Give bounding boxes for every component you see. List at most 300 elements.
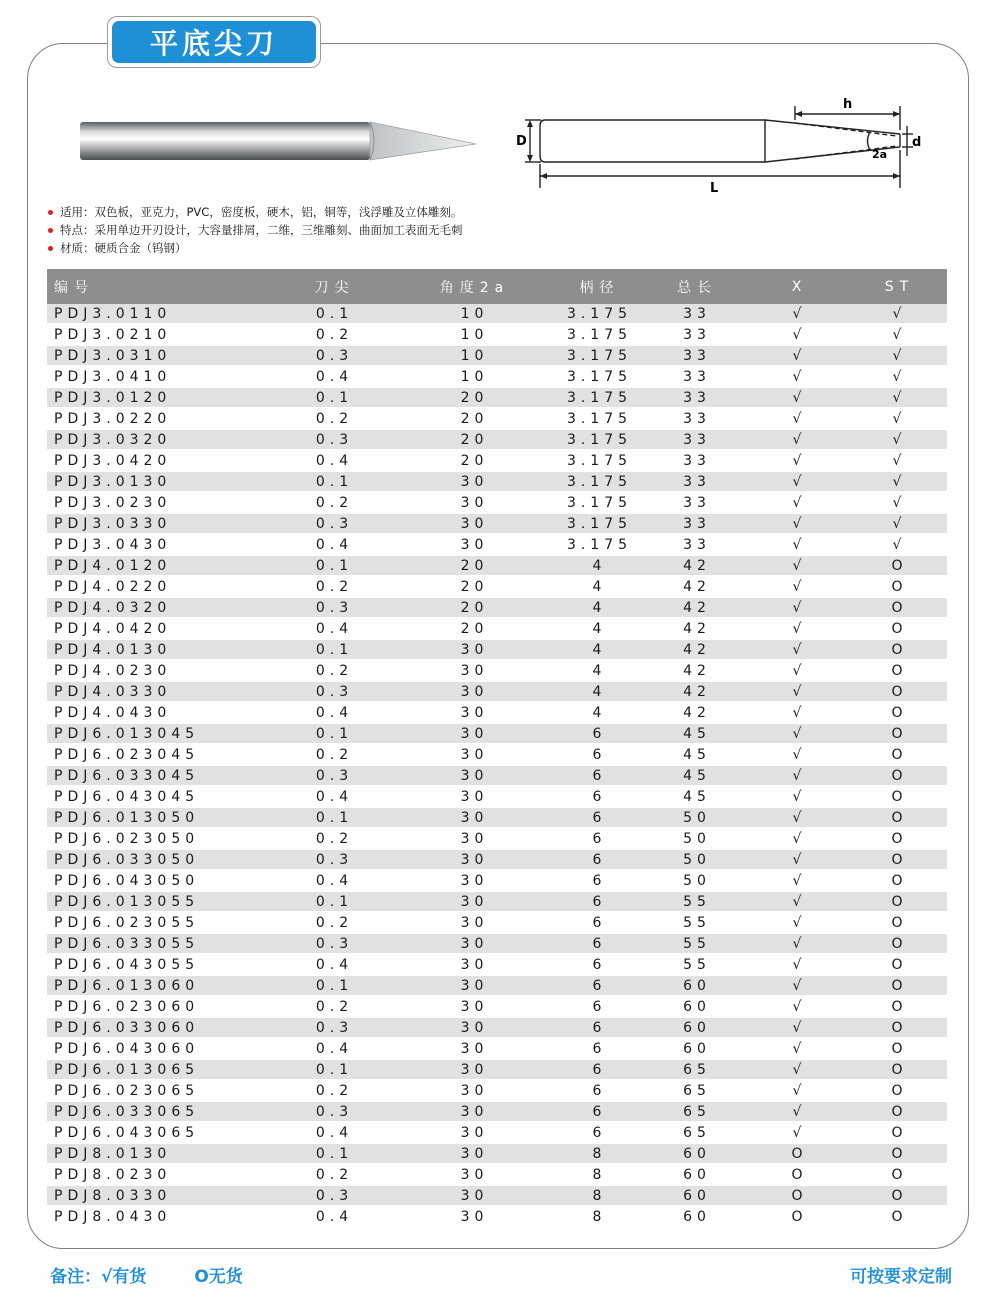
table-row [47,1101,947,1122]
cell-st: O [852,912,947,933]
label-angle: 2a [872,148,888,161]
cell-x: √ [747,618,852,639]
cell-st: O [852,1038,947,1059]
cell-x: √ [747,471,852,492]
cell-tip: 0.4 [272,1122,397,1143]
table-row [47,996,947,1017]
cell-length: 42 [647,576,747,597]
cell-x: √ [747,660,852,681]
cell-length: 60 [647,1164,747,1185]
cell-angle: 20 [397,597,552,618]
cell-tip: 0.3 [272,1101,397,1122]
table-row [47,429,947,450]
cell-shank: 3.175 [552,304,647,324]
cell-st: O [852,618,947,639]
cell-st: O [852,1017,947,1038]
cell-st: O [852,954,947,975]
cell-angle: 30 [397,702,552,723]
cell-tip: 0.3 [272,597,397,618]
cell-x: √ [747,765,852,786]
cell-length: 50 [647,849,747,870]
cell-shank: 3.175 [552,408,647,429]
cell-shank: 6 [552,1038,647,1059]
custom-note: 可按要求定制 [850,1267,952,1287]
table-row [47,345,947,366]
page-title: 平底尖刀 [112,21,316,63]
cell-shank: 6 [552,933,647,954]
cell-shank: 3.175 [552,366,647,387]
cell-x: √ [747,429,852,450]
cell-angle: 30 [397,1080,552,1101]
cell-angle: 30 [397,1059,552,1080]
cell-length: 60 [647,996,747,1017]
cell-st: √ [852,408,947,429]
cell-shank: 3.175 [552,324,647,345]
cell-tip: 0.4 [272,786,397,807]
cell-length: 55 [647,954,747,975]
cell-length: 33 [647,366,747,387]
cell-angle: 30 [397,744,552,765]
cell-st: O [852,975,947,996]
cell-shank: 8 [552,1206,647,1227]
cell-tip: 0.1 [272,1143,397,1164]
cell-length: 60 [647,1185,747,1206]
cell-length: 42 [647,639,747,660]
cell-shank: 6 [552,828,647,849]
cell-tip: 0.2 [272,744,397,765]
bullet-icon [48,246,53,251]
table-row [47,828,947,849]
cell-x: √ [747,891,852,912]
table-row [47,723,947,744]
cell-length: 33 [647,471,747,492]
cell-st: √ [852,366,947,387]
cell-tip: 0.4 [272,366,397,387]
cell-st: √ [852,387,947,408]
cell-shank: 4 [552,681,647,702]
cell-length: 65 [647,1122,747,1143]
cell-code: PDJ6.033060 [47,1017,272,1038]
cell-tip: 0.4 [272,534,397,555]
cell-length: 42 [647,597,747,618]
table-row [47,1206,947,1227]
cell-x: O [747,1185,852,1206]
table-row [47,576,947,597]
table-row [47,618,947,639]
cell-tip: 0.3 [272,429,397,450]
table-row [47,1080,947,1101]
cell-length: 33 [647,324,747,345]
cell-x: √ [747,849,852,870]
table-row [47,954,947,975]
cell-code: PDJ4.0330 [47,681,272,702]
cell-length: 33 [647,304,747,324]
cell-tip: 0.4 [272,702,397,723]
tool-photo [78,118,478,166]
cell-shank: 6 [552,1017,647,1038]
cell-tip: 0.4 [272,450,397,471]
cell-st: O [852,1059,947,1080]
cell-angle: 30 [397,933,552,954]
table-row [47,408,947,429]
cell-angle: 30 [397,1101,552,1122]
cell-st: O [852,723,947,744]
cell-shank: 6 [552,849,647,870]
cell-st: O [852,1101,947,1122]
cell-shank: 6 [552,1059,647,1080]
cell-st: O [852,786,947,807]
table-row [47,1185,947,1206]
cell-length: 33 [647,387,747,408]
table-row [47,639,947,660]
cell-shank: 4 [552,618,647,639]
table-row [47,1122,947,1143]
cell-st: √ [852,450,947,471]
cell-tip: 0.4 [272,1038,397,1059]
cell-tip: 0.2 [272,408,397,429]
table-row [47,1059,947,1080]
cell-tip: 0.1 [272,471,397,492]
cell-angle: 30 [397,1143,552,1164]
cell-angle: 20 [397,618,552,639]
cell-shank: 3.175 [552,492,647,513]
feature-list [48,203,463,257]
cell-shank: 8 [552,1164,647,1185]
cell-angle: 30 [397,513,552,534]
cell-x: √ [747,681,852,702]
cell-shank: 6 [552,954,647,975]
cell-tip: 0.1 [272,1059,397,1080]
cell-st: O [852,1143,947,1164]
cell-x: √ [747,912,852,933]
cell-code: PDJ3.0120 [47,387,272,408]
table-row [47,870,947,891]
cell-tip: 0.1 [272,807,397,828]
cell-code: PDJ3.0210 [47,324,272,345]
cell-tip: 0.2 [272,492,397,513]
cell-code: PDJ6.033055 [47,933,272,954]
cell-length: 60 [647,1206,747,1227]
cell-angle: 30 [397,870,552,891]
cell-code: PDJ4.0430 [47,702,272,723]
table-row [47,786,947,807]
cell-tip: 0.1 [272,723,397,744]
cell-code: PDJ4.0420 [47,618,272,639]
cell-x: √ [747,1038,852,1059]
feature-traits: 特点：采用单边开刃设计，大容量排屑，二维，三维雕刻、曲面加工表面无毛刺 [48,221,463,239]
cell-code: PDJ6.013050 [47,807,272,828]
table-row [47,324,947,345]
cell-st: O [852,639,947,660]
cell-code: PDJ6.023050 [47,828,272,849]
spec-table [47,269,947,1228]
table-row [47,660,947,681]
table-row [47,387,947,408]
cell-shank: 3.175 [552,429,647,450]
cell-angle: 30 [397,723,552,744]
cell-length: 45 [647,723,747,744]
cell-shank: 6 [552,912,647,933]
cell-angle: 30 [397,891,552,912]
label-D: D [516,134,527,149]
cell-angle: 10 [397,324,552,345]
table-row [47,450,947,471]
cell-tip: 0.1 [272,387,397,408]
cell-angle: 30 [397,849,552,870]
cell-angle: 30 [397,786,552,807]
table-row [47,366,947,387]
cell-tip: 0.3 [272,849,397,870]
feature-material: 材质：硬质合金（钨钢） [48,239,463,257]
cell-angle: 20 [397,555,552,576]
cell-angle: 20 [397,576,552,597]
cell-code: PDJ8.0330 [47,1185,272,1206]
cell-x: √ [747,1080,852,1101]
cell-shank: 4 [552,555,647,576]
cell-tip: 0.2 [272,576,397,597]
cell-code: PDJ6.013060 [47,975,272,996]
cell-tip: 0.2 [272,660,397,681]
cell-x: √ [747,345,852,366]
cell-shank: 3.175 [552,513,647,534]
cell-x: √ [747,807,852,828]
cell-x: O [747,1143,852,1164]
cell-code: PDJ3.0430 [47,534,272,555]
footer-note [50,1262,243,1287]
cell-shank: 4 [552,702,647,723]
cell-code: PDJ3.0420 [47,450,272,471]
cell-shank: 4 [552,576,647,597]
cell-length: 42 [647,702,747,723]
label-h: h [843,97,853,112]
cell-angle: 30 [397,534,552,555]
cell-angle: 20 [397,408,552,429]
cell-code: PDJ6.043055 [47,954,272,975]
cell-st: O [852,702,947,723]
cell-length: 50 [647,828,747,849]
cell-angle: 30 [397,1122,552,1143]
cell-length: 33 [647,408,747,429]
cell-x: √ [747,786,852,807]
cell-code: PDJ6.043065 [47,1122,272,1143]
cell-length: 55 [647,933,747,954]
cell-x: √ [747,996,852,1017]
cell-shank: 8 [552,1185,647,1206]
table-row [47,513,947,534]
cell-shank: 3.175 [552,450,647,471]
title-tab [107,16,321,68]
header-x: X [747,269,852,304]
cell-shank: 4 [552,639,647,660]
table-row [47,891,947,912]
cell-st: O [852,597,947,618]
tool-tip [370,122,476,160]
cell-length: 45 [647,744,747,765]
cell-tip: 0.2 [272,1164,397,1185]
cell-code: PDJ3.0310 [47,345,272,366]
cell-shank: 8 [552,1143,647,1164]
cell-x: √ [747,576,852,597]
cell-length: 33 [647,450,747,471]
cell-code: PDJ6.023045 [47,744,272,765]
cell-tip: 0.1 [272,639,397,660]
cell-code: PDJ3.0330 [47,513,272,534]
cell-angle: 30 [397,1185,552,1206]
cell-shank: 6 [552,891,647,912]
table-row [47,1038,947,1059]
cell-x: √ [747,870,852,891]
cell-tip: 0.1 [272,975,397,996]
table-row [47,765,947,786]
cell-st: √ [852,345,947,366]
cell-st: O [852,555,947,576]
cell-x: √ [747,387,852,408]
label-d: d [912,135,922,150]
table-row [47,492,947,513]
cell-x: √ [747,304,852,324]
cell-angle: 30 [397,681,552,702]
cell-x: √ [747,408,852,429]
table-row [47,681,947,702]
cell-length: 60 [647,975,747,996]
cell-code: PDJ6.033045 [47,765,272,786]
cell-shank: 6 [552,1122,647,1143]
cell-x: √ [747,555,852,576]
table-row [47,744,947,765]
cell-st: √ [852,324,947,345]
table-row [47,807,947,828]
cell-length: 33 [647,345,747,366]
cell-x: √ [747,366,852,387]
cell-st: O [852,765,947,786]
cell-length: 33 [647,534,747,555]
cell-angle: 30 [397,996,552,1017]
table-row [47,597,947,618]
cell-shank: 6 [552,870,647,891]
cell-x: √ [747,975,852,996]
cell-angle: 30 [397,912,552,933]
cell-x: √ [747,723,852,744]
cell-st: √ [852,471,947,492]
cell-x: √ [747,1059,852,1080]
cell-st: O [852,660,947,681]
cell-code: PDJ3.0110 [47,304,272,324]
cell-length: 45 [647,765,747,786]
cell-code: PDJ6.043045 [47,786,272,807]
cell-length: 65 [647,1101,747,1122]
cell-shank: 6 [552,786,647,807]
feature-usage: 适用：双色板，亚克力，PVC，密度板，硬木，铝，铜等，浅浮雕及立体雕刻。 [48,203,463,221]
cell-code: PDJ3.0410 [47,366,272,387]
cell-tip: 0.2 [272,324,397,345]
note-out-of-stock: O无货 [194,1267,243,1287]
header-code: 编号 [47,269,272,304]
table-row [47,702,947,723]
table-row [47,1017,947,1038]
cell-angle: 30 [397,954,552,975]
table-row [47,304,947,324]
cell-x: √ [747,450,852,471]
cell-length: 33 [647,513,747,534]
cell-shank: 6 [552,1080,647,1101]
cell-shank: 6 [552,744,647,765]
cell-length: 42 [647,660,747,681]
cell-st: O [852,1164,947,1185]
cell-length: 42 [647,681,747,702]
cell-tip: 0.2 [272,828,397,849]
cell-angle: 30 [397,975,552,996]
cell-x: √ [747,744,852,765]
cell-tip: 0.1 [272,891,397,912]
cell-tip: 0.3 [272,933,397,954]
cell-angle: 10 [397,345,552,366]
cell-shank: 6 [552,765,647,786]
cell-st: O [852,744,947,765]
cell-code: PDJ4.0130 [47,639,272,660]
cell-shank: 3.175 [552,387,647,408]
cell-x: √ [747,933,852,954]
cell-angle: 10 [397,366,552,387]
table-row [47,1143,947,1164]
cell-tip: 0.3 [272,1017,397,1038]
cell-tip: 0.2 [272,996,397,1017]
header-st: ST [852,269,947,304]
cell-x: √ [747,1017,852,1038]
cell-length: 42 [647,555,747,576]
table-row [47,534,947,555]
cell-st: O [852,996,947,1017]
cell-st: O [852,1080,947,1101]
cell-st: O [852,1122,947,1143]
cell-length: 33 [647,492,747,513]
cell-tip: 0.1 [272,304,397,324]
cell-tip: 0.4 [272,618,397,639]
table-row [47,975,947,996]
cell-tip: 0.3 [272,681,397,702]
cell-st: O [852,849,947,870]
cell-st: O [852,681,947,702]
cell-code: PDJ8.0230 [47,1164,272,1185]
cell-st: O [852,1185,947,1206]
cell-length: 55 [647,912,747,933]
cell-x: √ [747,1122,852,1143]
cell-code: PDJ4.0230 [47,660,272,681]
cell-angle: 30 [397,765,552,786]
cell-tip: 0.3 [272,765,397,786]
bullet-icon [48,210,53,215]
cell-tip: 0.4 [272,870,397,891]
cell-code: PDJ4.0220 [47,576,272,597]
cell-x: √ [747,597,852,618]
cell-shank: 6 [552,807,647,828]
cell-angle: 10 [397,304,552,324]
cell-tip: 0.3 [272,513,397,534]
cell-code: PDJ4.0320 [47,597,272,618]
cell-tip: 0.2 [272,912,397,933]
cell-shank: 3.175 [552,471,647,492]
cell-x: √ [747,954,852,975]
cell-code: PDJ6.033050 [47,849,272,870]
table-row [47,1164,947,1185]
bullet-icon [48,228,53,233]
cell-angle: 30 [397,1164,552,1185]
cell-x: √ [747,324,852,345]
cell-length: 65 [647,1059,747,1080]
cell-x: √ [747,513,852,534]
cell-st: √ [852,429,947,450]
cell-code: PDJ6.013045 [47,723,272,744]
cell-angle: 30 [397,492,552,513]
